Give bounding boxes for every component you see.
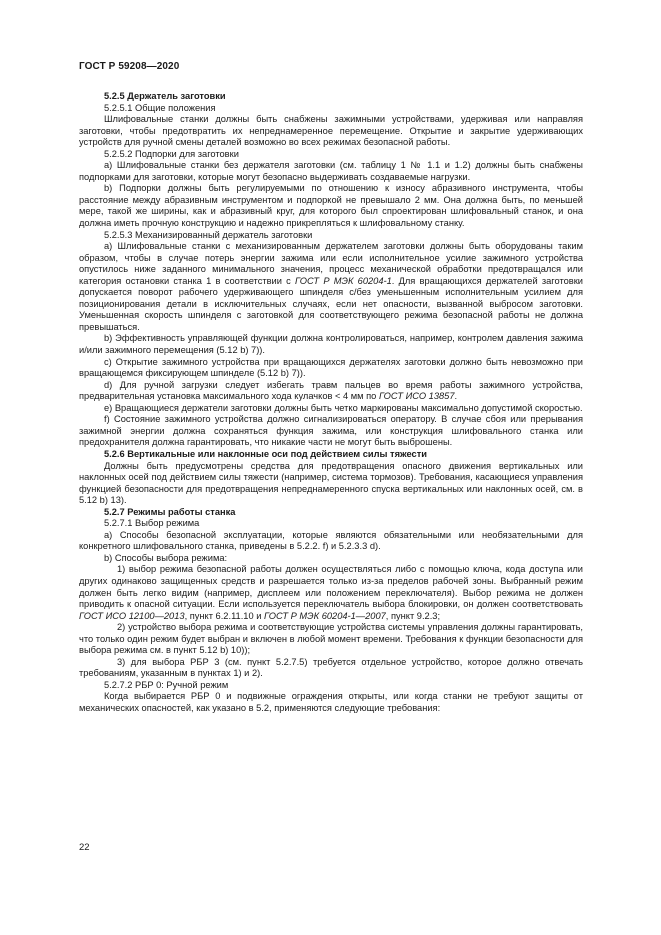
paragraph-text: .: [454, 391, 458, 402]
paragraph-text: a) Способы безопасной эксплуатации, которые являются обязательными или необязательными для конкретного шлифовального станка, приведены в 5.2.2. f) и 5.2.3.3 d).: [79, 529, 583, 552]
paragraph: [79, 414, 583, 449]
paragraph-text: b) Способы выбора режима:: [104, 552, 228, 563]
paragraph: [79, 518, 583, 530]
paragraph: [79, 530, 583, 553]
paragraph: [79, 403, 583, 415]
paragraph-text: . Для вращающихся держателей заготовки допускается поворот рабочего удерживающего шпинделя с/без уменьшенным исполнительным усилием для позиционирования детали в исключительных случаях, если нет опасности, вызванной выбросом заготовки. Уменьшенная скорость шпинделя с заготовкой для соответствующего режима безопасной работы не должна превышаться.: [79, 275, 583, 332]
paragraph: [79, 553, 583, 565]
paragraph-text: c) Открытие зажимного устройства при вращающихся держателях заготовки должно быть невозможно при вращающемся фиксирующем шпинделе (5.12 b) 7)).: [79, 356, 583, 379]
paragraph-text: f) Состояние зажимного устройства должно сигнализироваться оператору. В случае сбоя или прерывания зажимной энергии должна сохраняться функция зажима, или конструкция шлифовального станка или предохранителя должна гарантировать, что никакие части не могут быть выброшены.: [79, 414, 583, 448]
paragraph-text: 5.2.7.2 РБР 0: Ручной режим: [104, 679, 229, 690]
paragraph: [79, 380, 583, 403]
standard-reference: ГОСТ Р МЭК 60204-1: [295, 275, 392, 286]
paragraph: [79, 622, 583, 657]
paragraph: [79, 149, 583, 161]
paragraph: [79, 564, 583, 622]
paragraph: [79, 657, 583, 680]
paragraph: [79, 333, 583, 356]
paragraph-text: a) Шлифовальные станки с механизированным держателем заготовки должны быть оборудованы таким образом, чтобы в случае потерь энергии зажима или если исполнительное усилие зажимного устройства опустилось ниже заданного минимального значения, процесс механической обработки предотвращался или категория остановки станка 1 в соответствии с: [79, 241, 583, 286]
paragraph-text: , пункт 6.2.11.10 и: [184, 610, 264, 621]
paragraph: [79, 103, 583, 115]
paragraph-text: 2) устройство выбора режима и соответствующие устройства системы управления должны гарантировать, что только один режим будет выбран и включен в любой момент времени. Требования к функции безопасности для выбора режима см. в пункт 5.12 b) 10));: [79, 622, 583, 656]
paragraph-text: e) Вращающиеся держатели заготовки должны быть четко маркированы максимально допустимой скоростью.: [104, 402, 583, 413]
paragraph-text: d) Для ручной загрузки следует избегать травм пальцев во время работы зажимного устройства, предварительная установка максимального хода кулачков < 4 мм по: [79, 379, 583, 402]
paragraph-text: 5.2.6 Вертикальные или наклонные оси под действием силы тяжести: [104, 448, 427, 459]
paragraph-text: b) Эффективность управляющей функции должна контролироваться, например, контролем давления зажима и/или зажимного перемещения (5.12 b) 7)).: [79, 333, 583, 356]
paragraph-text: 5.2.7.1 Выбор режима: [104, 518, 200, 529]
page-number: 22: [79, 842, 90, 853]
paragraph-text: Шлифовальные станки должны быть снабжены зажимными устройствами, удерживая или направляя заготовки, чтобы предотвратить их непреднамеренное перемещение. Открытие и закрытие удерживающих устройств для ручной смены деталей возможно во всех режимах безопасной работы.: [79, 114, 583, 148]
standard-reference: ГОСТ ИСО 13857: [378, 391, 455, 402]
paragraph: [79, 183, 583, 229]
paragraph-text: a) Шлифовальные станки без держателя заготовки (см. таблицу 1 № 1.1 и 1.2) должны быть снабжены подпорками для заготовки, которые могут безопасно выдерживать создаваемые нагрузки.: [79, 160, 583, 182]
paragraph: [79, 241, 583, 333]
paragraph-text: 1) выбор режима безопасной работы должен осуществляться либо с помощью ключа, кода доступа или других одинаково защищенных средств и разрешается только из-за пределов рабочей зоны. Выбранный режим должен быть легко видим (например, дисплеем или положением переключателя). Выбор режима не должен приводить к опасной ситуации. Если используется переключатель выбора блокировки, он должен соответствовать: [79, 564, 583, 610]
paragraph-text: , пункт 9.2.3;: [385, 610, 441, 621]
paragraph-text: 5.2.5.1 Общие положения: [104, 102, 216, 113]
paragraph: [79, 230, 583, 242]
paragraph-text: b) Подпорки должны быть регулируемыми по отношению к износу абразивного инструмента, чтобы расстояние между абразивным инструментом и подпоркой не превышало 2 мм. Она должна быть, по меньшей мере, такой же ширины, как и абразивный круг, для которого был спроектирован шлифовальный станок, и она должна иметь прочную конструкцию и надежно прикрепляться к шлифовальному станку.: [79, 183, 583, 229]
paragraph: [79, 357, 583, 380]
paragraph-text: 5.2.5.2 Подпорки для заготовки: [104, 148, 239, 159]
paragraph-text: 5.2.5.3 Механизированный держатель заготовки: [104, 229, 313, 240]
paragraph: [79, 91, 583, 103]
paragraph: [79, 449, 583, 461]
paragraph: [79, 114, 583, 149]
paragraph-text: 5.2.5 Держатель заготовки: [104, 91, 226, 101]
paragraph-text: 3) для выбора РБР 3 (см. пункт 5.2.7.5) требуется отдельное устройство, которое должно отвечать требованиям, указанным в пунктах 1) и 2).: [79, 656, 583, 679]
paragraph: [79, 680, 583, 692]
standard-reference: ГОСТ Р МЭК 60204-1—2007: [264, 610, 386, 621]
paragraph-text: Когда выбирается РБР 0 и подвижные ограждения открыты, или когда станки не требуют защиты от механических опасностей, как указано в 5.2, применяются следующие требования:: [79, 691, 583, 713]
paragraph-text: 5.2.7 Режимы работы станка: [104, 506, 236, 517]
document-header: ГОСТ Р 59208—2020: [79, 61, 180, 72]
paragraph: [79, 461, 583, 507]
paragraph: [79, 160, 583, 183]
paragraph-text: Должны быть предусмотрены средства для предотвращения опасного движения вертикальных или наклонных осей под действием силы тяжести (например, система тормозов). Требования, касающиеся управления функцией безопасности для предотвращения непреднамеренного спуска вертикальных или наклонных осей, см. в 5.12 b) 13).: [79, 460, 583, 506]
standard-reference: ГОСТ ИСО 12100—2013: [79, 610, 185, 621]
document-body: [79, 91, 583, 715]
paragraph: [79, 691, 583, 714]
paragraph: [79, 507, 583, 519]
